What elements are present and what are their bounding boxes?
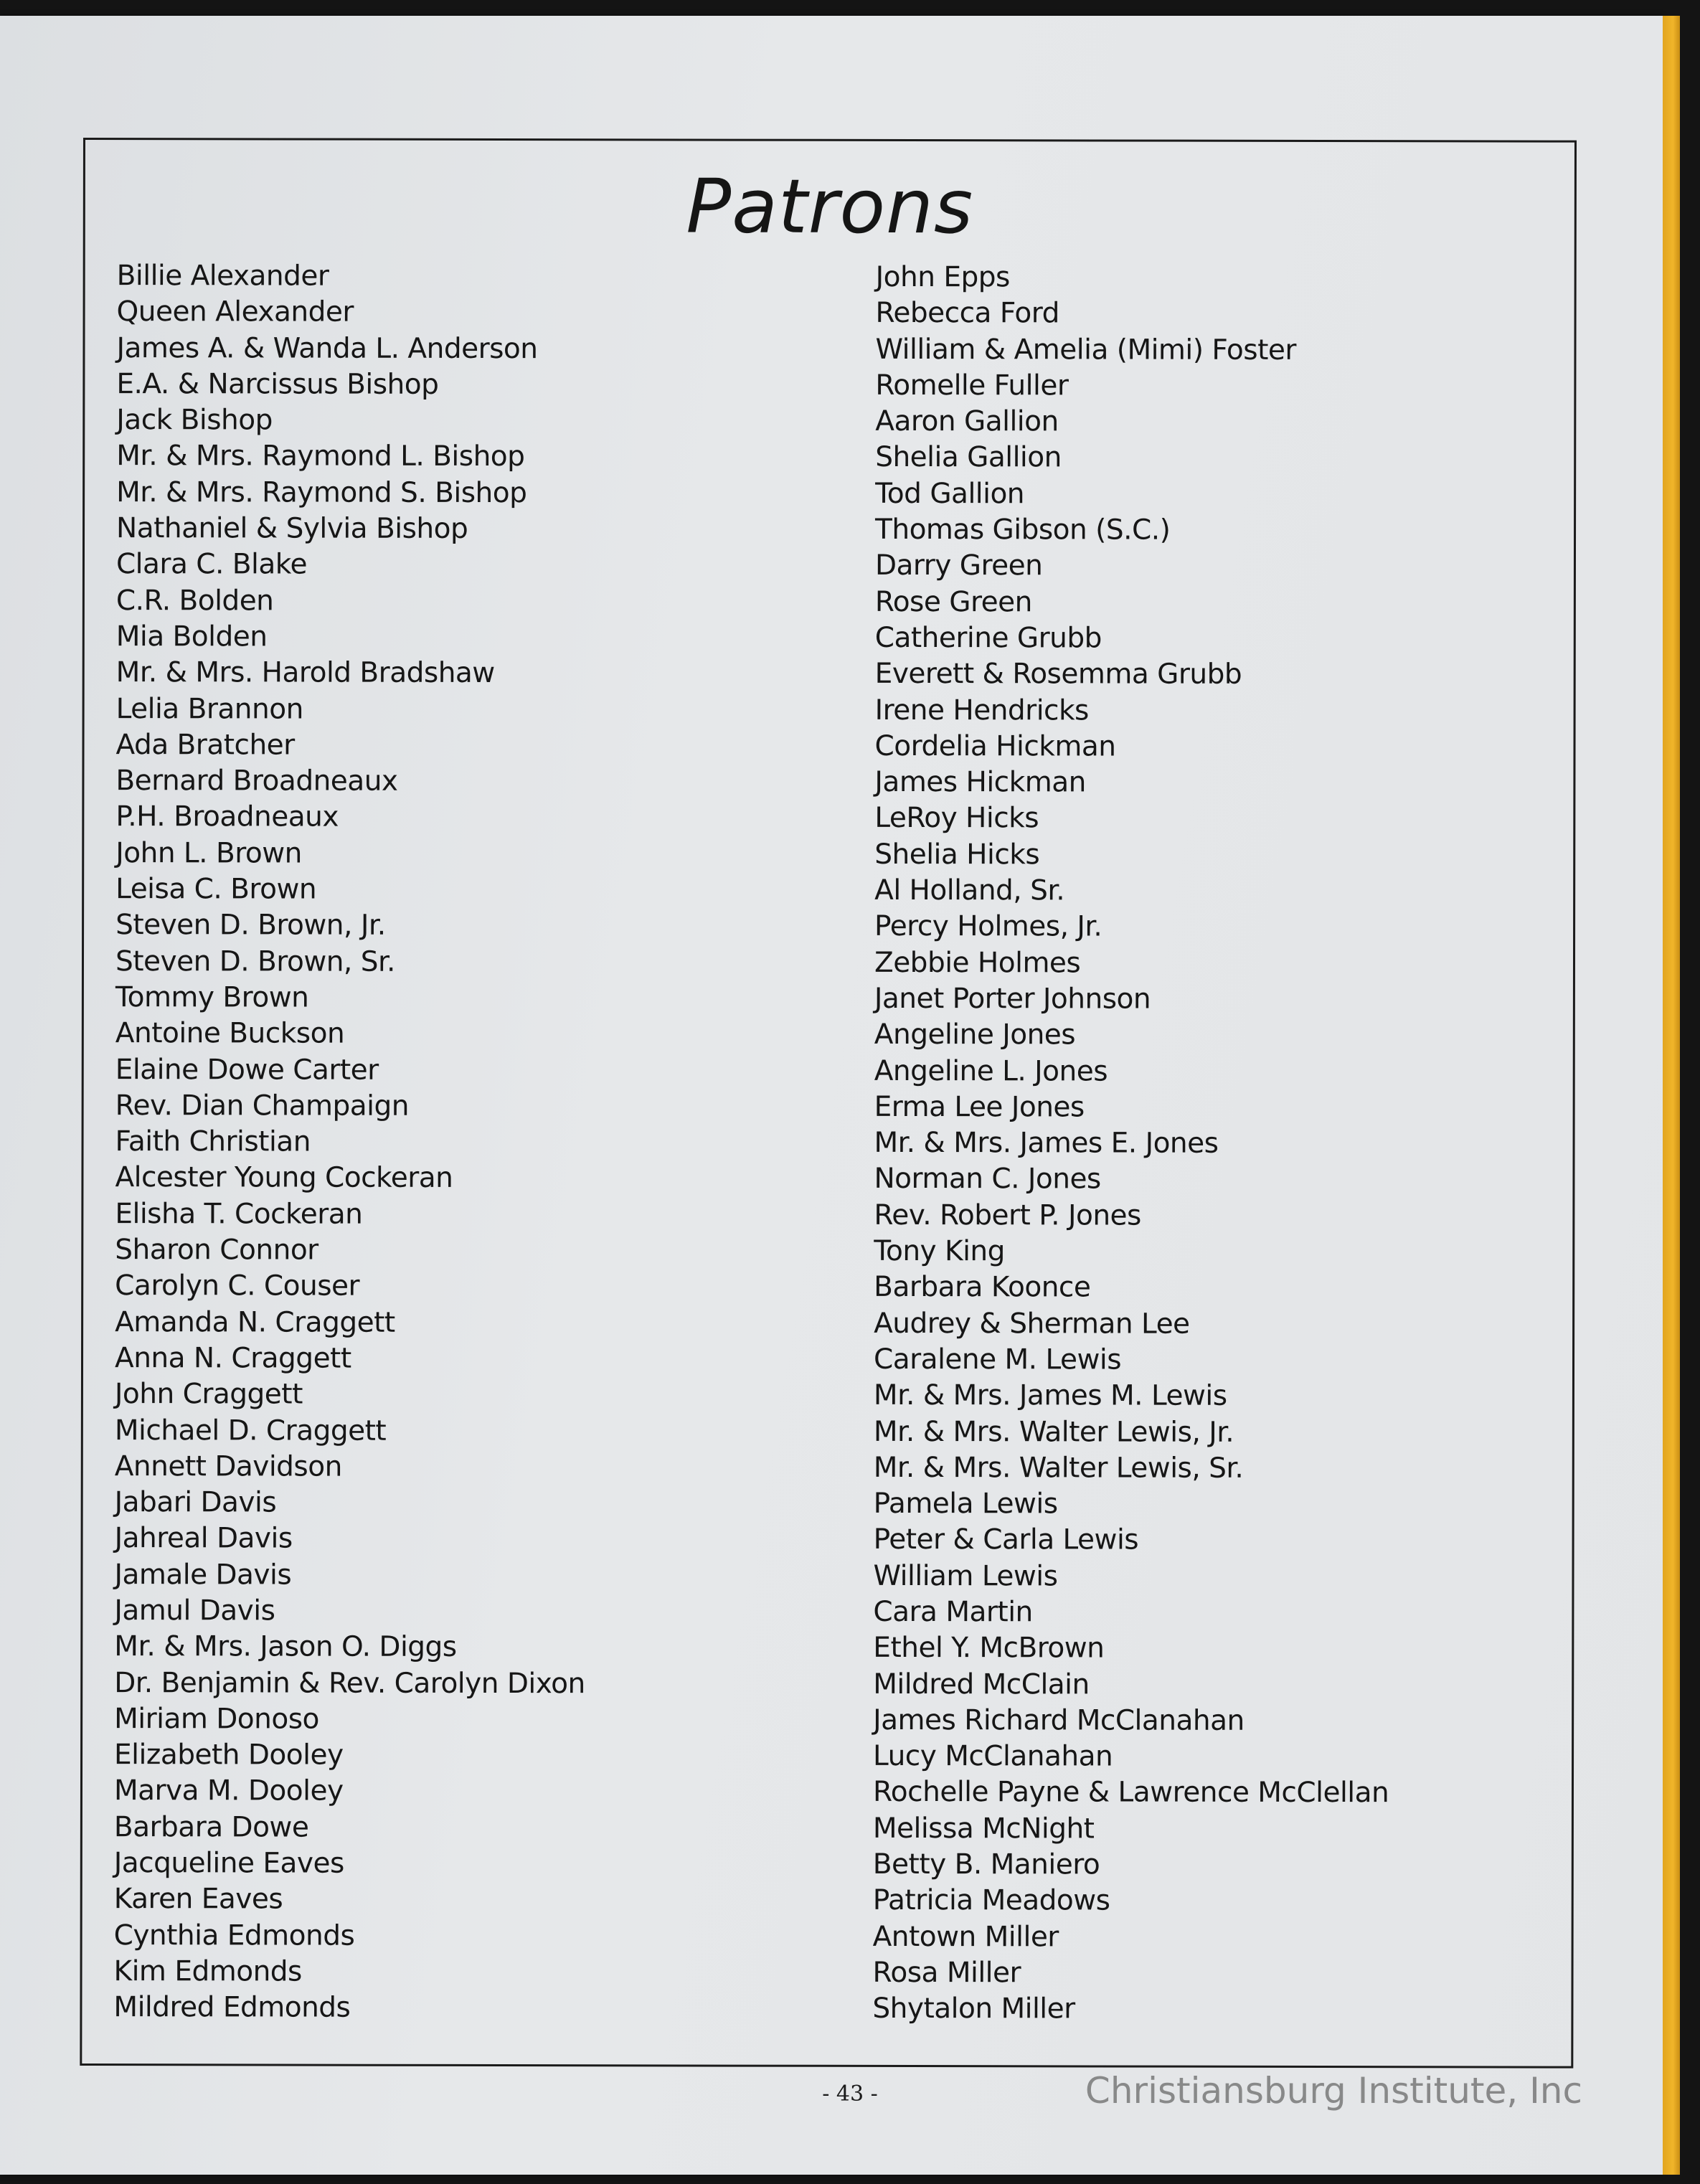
patron-name: Marva M. Dooley bbox=[113, 1774, 344, 1808]
patron-name: Jamale Davis bbox=[114, 1558, 292, 1592]
patron-name: Irene Hendricks bbox=[874, 694, 1089, 727]
patron-name: Rev. Dian Champaign bbox=[115, 1089, 410, 1122]
patron-name: Peter & Carla Lewis bbox=[873, 1523, 1139, 1556]
patron-name: Mr. & Mrs. James E. Jones bbox=[874, 1127, 1219, 1160]
patron-name: Queen Alexander bbox=[116, 296, 354, 328]
patron-name: Dr. Benjamin & Rev. Carolyn Dixon bbox=[114, 1666, 585, 1700]
patrons-column-right bbox=[872, 260, 1392, 2028]
page-title: Patrons bbox=[686, 162, 974, 251]
patron-name: Mr. & Mrs. Jason O. Diggs bbox=[114, 1630, 457, 1664]
patron-name: E.A. & Narcissus Bishop bbox=[116, 367, 439, 401]
patron-name: Rev. Robert P. Jones bbox=[874, 1199, 1141, 1232]
patron-name: Ethel Y. McBrown bbox=[873, 1632, 1105, 1665]
patron-name: Angeline Jones bbox=[874, 1018, 1076, 1051]
patron-name: Cordelia Hickman bbox=[874, 729, 1116, 763]
patron-name: Mildred McClain bbox=[873, 1668, 1090, 1701]
patron-name: Jacqueline Eaves bbox=[113, 1847, 344, 1880]
patron-name: Leisa C. Brown bbox=[115, 873, 317, 906]
patron-name: Tod Gallion bbox=[875, 477, 1025, 511]
patron-name: Annett Davidson bbox=[114, 1450, 342, 1483]
patron-name: Alcester Young Cockeran bbox=[115, 1161, 453, 1195]
patron-name: Michael D. Craggett bbox=[114, 1414, 387, 1447]
patron-name: Al Holland, Sr. bbox=[874, 874, 1065, 907]
patron-name: Steven D. Brown, Sr. bbox=[115, 945, 395, 978]
patron-name: Zebbie Holmes bbox=[874, 946, 1081, 980]
patron-name: Anna N. Craggett bbox=[114, 1341, 351, 1375]
patrons-column-left bbox=[113, 258, 587, 2027]
patron-name: Shelia Gallion bbox=[875, 441, 1062, 474]
patron-name: Sharon Connor bbox=[115, 1234, 318, 1267]
patron-name: Bernard Broadneaux bbox=[115, 765, 398, 798]
patron-name: Mr. & Mrs. Walter Lewis, Sr. bbox=[873, 1451, 1244, 1485]
patron-name: Shelia Hicks bbox=[874, 838, 1040, 871]
patron-name: Rosa Miller bbox=[872, 1956, 1021, 1990]
patron-name: C.R. Bolden bbox=[115, 584, 274, 618]
patron-name: Erma Lee Jones bbox=[874, 1090, 1085, 1124]
patron-name: John L. Brown bbox=[115, 836, 302, 870]
patron-name: Lucy McClanahan bbox=[873, 1740, 1113, 1773]
patron-name: Elizabeth Dooley bbox=[114, 1739, 344, 1772]
patron-name: Faith Christian bbox=[115, 1125, 311, 1158]
patron-name: Tony King bbox=[874, 1234, 1005, 1268]
watermark: Christiansburg Institute, Inc bbox=[1085, 2070, 1582, 2112]
patron-name: James Hickman bbox=[874, 766, 1086, 799]
patron-name: Jack Bishop bbox=[116, 404, 273, 437]
patron-name: Caralene M. Lewis bbox=[873, 1343, 1122, 1376]
patron-name: Rebecca Ford bbox=[875, 297, 1059, 330]
patron-name: Romelle Fuller bbox=[875, 369, 1069, 402]
patron-name: James A. & Wanda L. Anderson bbox=[116, 331, 538, 365]
patron-name: Shytalon Miller bbox=[872, 1992, 1075, 2025]
patron-name: Kim Edmonds bbox=[113, 1955, 302, 1988]
patron-name: Barbara Dowe bbox=[113, 1810, 309, 1844]
patron-name: John Craggett bbox=[114, 1378, 303, 1411]
patron-name: Audrey & Sherman Lee bbox=[874, 1307, 1190, 1341]
patron-name: Thomas Gibson (S.C.) bbox=[875, 514, 1171, 547]
page-border bbox=[80, 138, 1577, 2069]
patron-name: Jahreal Davis bbox=[114, 1522, 293, 1555]
patron-name: Tommy Brown bbox=[115, 981, 309, 1014]
patron-name: Jamul Davis bbox=[114, 1594, 275, 1627]
patron-name: Amanda N. Craggett bbox=[115, 1305, 395, 1339]
patron-name: Catherine Grubb bbox=[874, 621, 1102, 655]
patron-name: Betty B. Maniero bbox=[872, 1848, 1100, 1881]
patron-name: Norman C. Jones bbox=[874, 1163, 1101, 1196]
patron-name: Karen Eaves bbox=[113, 1883, 283, 1916]
patron-name: Rochelle Payne & Lawrence McClellan bbox=[872, 1776, 1389, 1810]
patron-name: Billie Alexander bbox=[116, 260, 329, 293]
patron-name: Lelia Brannon bbox=[115, 692, 303, 726]
patron-name: Clara C. Blake bbox=[115, 548, 308, 581]
patron-name: P.H. Broadneaux bbox=[115, 800, 339, 834]
patron-name: William Lewis bbox=[873, 1559, 1058, 1593]
patron-name: John Epps bbox=[875, 260, 1010, 294]
patron-name: Mr. & Mrs. Raymond S. Bishop bbox=[116, 476, 527, 509]
patron-name: James Richard McClanahan bbox=[873, 1703, 1245, 1737]
patron-name: Melissa McNight bbox=[872, 1812, 1095, 1845]
patron-name: Mr. & Mrs. James M. Lewis bbox=[873, 1379, 1227, 1412]
patron-name: Mildred Edmonds bbox=[113, 1991, 351, 2024]
patron-name: Cara Martin bbox=[873, 1595, 1033, 1629]
paper-sheet bbox=[0, 16, 1663, 2175]
page-number: - 43 - bbox=[822, 2081, 878, 2107]
patron-name: Steven D. Brown, Jr. bbox=[115, 909, 386, 942]
patron-name: Janet Porter Johnson bbox=[874, 982, 1151, 1016]
patron-name: William & Amelia (Mimi) Foster bbox=[875, 333, 1296, 367]
patron-name: Jabari Davis bbox=[114, 1486, 277, 1519]
patron-name: Barbara Koonce bbox=[874, 1271, 1091, 1304]
patron-name: Carolyn C. Couser bbox=[115, 1270, 360, 1303]
patron-name: Rose Green bbox=[874, 585, 1032, 618]
patron-name: Percy Holmes, Jr. bbox=[874, 910, 1102, 943]
patron-name: Pamela Lewis bbox=[873, 1488, 1058, 1521]
patron-name: Antown Miller bbox=[872, 1920, 1059, 1954]
patron-name: Everett & Rosemma Grubb bbox=[874, 658, 1242, 691]
patron-name: Miriam Donoso bbox=[114, 1702, 319, 1736]
patron-name: Elaine Dowe Carter bbox=[115, 1053, 379, 1087]
patron-name: Angeline L. Jones bbox=[874, 1054, 1108, 1088]
patron-name: Elisha T. Cockeran bbox=[115, 1197, 363, 1231]
patron-name: Aaron Gallion bbox=[875, 405, 1059, 438]
patron-name: Antoine Buckson bbox=[115, 1017, 345, 1050]
patron-name: Mia Bolden bbox=[115, 620, 268, 653]
patron-name: LeRoy Hicks bbox=[874, 802, 1039, 835]
patron-name: Cynthia Edmonds bbox=[113, 1919, 355, 1952]
patron-name: Ada Bratcher bbox=[115, 728, 295, 762]
patron-name: Patricia Meadows bbox=[872, 1884, 1110, 1917]
patron-name: Mr. & Mrs. Raymond L. Bishop bbox=[116, 440, 525, 473]
patron-name: Mr. & Mrs. Walter Lewis, Jr. bbox=[873, 1415, 1234, 1449]
cover-edge bbox=[1663, 16, 1680, 2175]
patron-name: Darry Green bbox=[874, 549, 1043, 582]
patron-name: Mr. & Mrs. Harold Bradshaw bbox=[115, 656, 495, 690]
patron-name: Nathaniel & Sylvia Bishop bbox=[116, 512, 468, 546]
